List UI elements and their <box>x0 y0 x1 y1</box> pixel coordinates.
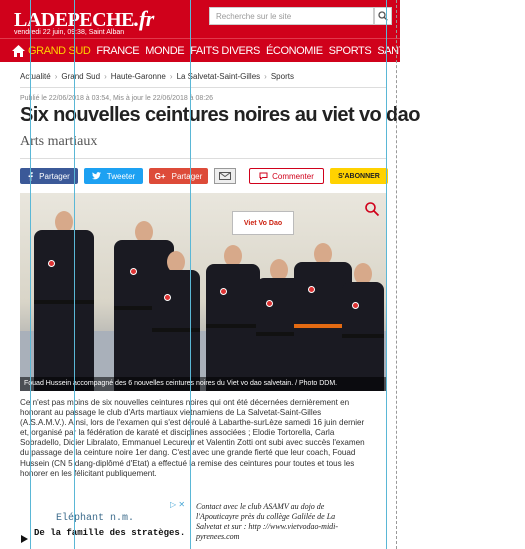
layout-guide-line <box>74 0 75 549</box>
facebook-share-label: Partager <box>39 171 70 181</box>
person <box>34 211 94 391</box>
logo-text: LADEPECHE <box>14 9 134 31</box>
layout-guide-line <box>386 0 387 549</box>
top-header <box>0 0 400 38</box>
layout-guide-line <box>396 0 397 549</box>
search-button[interactable] <box>374 7 392 25</box>
club-contact-note <box>196 502 386 542</box>
breadcrumb-item[interactable]: Actualité <box>20 72 51 81</box>
email-share-button[interactable] <box>214 168 236 184</box>
body-line: et, organisé par la fédération de karaté et disciplines associées ; Elodie Tortorella, Carla <box>20 428 335 438</box>
article-title: Six nouvelles ceintures noires au viet vo dao <box>20 104 420 126</box>
comment-label: Commenter <box>272 171 314 181</box>
subscribe-button[interactable]: S'ABONNER <box>330 168 388 184</box>
layout-guide-line <box>30 0 31 549</box>
breadcrumb <box>20 72 294 81</box>
person <box>206 245 260 391</box>
breadcrumb-separator: › <box>169 72 173 81</box>
body-line: Hussein (CN 5 dang-diplômé d'Etat) a effectué la remise des ceintures pour toutes et tous les <box>20 458 355 468</box>
nav-tv-people[interactable]: TV-PEOPLE <box>418 44 476 57</box>
photo-caption: Fouad Hussein accompagné des 6 nouvelles ceintures noires du Viet vo dao salvetain. / Photo DDM. <box>20 377 386 391</box>
breadcrumb-item[interactable]: La Salvetat-Saint-Gilles <box>176 72 261 81</box>
breadcrumb-separator: › <box>104 72 107 81</box>
google-share-button[interactable] <box>149 168 208 184</box>
person <box>152 251 200 391</box>
breadcrumb-item[interactable]: Haute-Garonne <box>110 72 166 81</box>
article-subtitle: Arts martiaux <box>20 134 98 149</box>
facebook-share-button[interactable] <box>20 168 78 184</box>
google-plus-icon: G+ <box>154 171 166 181</box>
breadcrumb-separator: › <box>264 72 267 81</box>
aside-line: Contact avec le club ASAMV au dojo de <box>196 502 325 511</box>
home-icon[interactable] <box>12 43 25 59</box>
nav-faits-divers[interactable]: FAITS DIVERS <box>190 44 260 57</box>
nav-sante[interactable]: SANTÉ <box>377 44 412 57</box>
nav-sports[interactable]: SPORTS <box>328 44 372 57</box>
date-line: vendredi 22 juin, 09:38, Saint Alban <box>14 29 125 36</box>
search-input[interactable]: Recherche sur le site <box>209 7 374 25</box>
play-arrow-icon <box>20 535 28 543</box>
nav-monde[interactable]: MONDE <box>145 44 185 57</box>
body-line: du passage de la ceinture noire 1er dang. C'est avec une grande fierté que leur coach, Fouad <box>20 448 356 458</box>
body-line: Ce n'est pas moins de six nouvelles ceintures noires qui ont été décernées dernièrement en <box>20 398 350 407</box>
dojo-wall-sign: Viet Vo Dao <box>232 211 294 235</box>
google-share-label: Partager <box>171 171 203 181</box>
body-line: (A.S.A.M.V.). Ainsi, lors de l'examen qui s'est déroulé à Labarthe-surLèze samedi 16 juin dernier <box>20 418 365 428</box>
person <box>342 263 384 391</box>
twitter-share-label: Tweeter <box>106 171 136 181</box>
mail-icon <box>219 172 231 180</box>
logo-suffix: .fr <box>133 6 154 31</box>
aside-line: Salvetat et sur : http ://www.vietvodao-midi- <box>196 522 339 531</box>
ad-choices-icon[interactable]: ▷ ✕ <box>170 500 186 509</box>
main-nav <box>0 38 523 62</box>
advertisement[interactable] <box>18 500 190 549</box>
breadcrumb-separator: › <box>54 72 58 81</box>
twitter-share-button[interactable] <box>84 168 143 184</box>
twitter-icon <box>92 172 101 180</box>
ad-text: De la famille des stratèges. <box>34 528 186 538</box>
body-line: honorant au passage le club d'Arts martiaux vietnamiens de La Salvetat-Saint-Gilles <box>20 408 322 418</box>
ad-title: Eléphant n.m. <box>56 513 135 524</box>
published-date: Publié le 22/06/2018 à 03:54, Mis à jour le 22/06/2018 à 08:26 <box>20 95 214 102</box>
body-line: Sobradello, Didier Libralato, Emmanuel Lecureur et Valentin Zotti ont subi avec succès l'examen <box>20 438 365 448</box>
breadcrumb-item[interactable]: Grand Sud <box>61 72 101 81</box>
body-line: honorer en les félicitant publiquement. <box>20 468 157 478</box>
comment-icon <box>259 172 268 180</box>
layout-guide-line <box>190 0 191 549</box>
nav-france[interactable]: FRANCE <box>96 44 140 57</box>
aside-line: l'Apouticayre près du collège Galilée de La <box>196 512 336 521</box>
nav-loisirs[interactable]: LOISIRS <box>481 44 523 57</box>
zoom-icon[interactable] <box>364 201 380 217</box>
breadcrumb-item[interactable]: Sports <box>270 72 294 81</box>
nav-economie[interactable]: ÉCONOMIE <box>265 44 323 57</box>
comment-button[interactable] <box>249 168 324 184</box>
nav-grand-sud[interactable]: GRAND SUD <box>28 44 91 57</box>
aside-line: pyrenees.com <box>196 532 240 541</box>
